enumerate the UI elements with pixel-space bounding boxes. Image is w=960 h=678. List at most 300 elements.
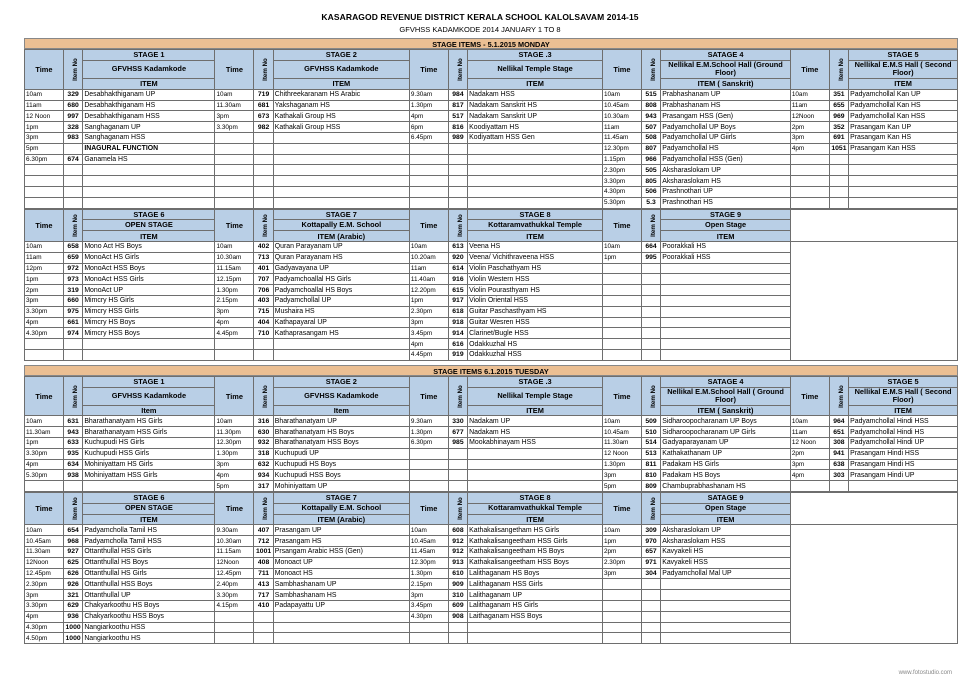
time-cell: 4.45pm [215,328,254,339]
time-cell: 4pm [790,143,829,154]
item-name-cell: Prasangam HS [273,536,409,547]
stage-name: STAGE 9 [661,209,791,220]
stage-name: STAGE 1 [83,376,215,387]
empty-cell [602,601,641,612]
time-cell: 2pm [790,448,829,459]
time-column-header: Time [409,209,448,241]
stage-name: STAGE 1 [83,50,215,61]
empty-cell [254,132,273,143]
table-row [25,448,958,459]
time-cell: 10.20am [409,252,448,263]
item-name-cell: Desabhakthiganam HSS [83,111,215,122]
table-row [25,176,958,187]
item-number-cell: 309 [641,525,660,536]
empty-cell [254,622,273,633]
empty-cell [829,176,848,187]
stage-venue: GFVHSS Kadamkode [273,60,409,78]
empty-cell [83,349,215,360]
item-number-cell: 618 [448,306,467,317]
time-cell: 1.30pm [409,100,448,111]
item-no-label: Item No [837,384,845,408]
item-name-cell: Quran Parayanam UP [273,241,409,252]
item-number-cell: 517 [448,111,467,122]
time-cell: 12.20pm [409,285,448,296]
item-number-cell: 941 [829,448,848,459]
empty-cell [661,306,791,317]
item-number-cell: 402 [254,241,273,252]
time-cell: 3pm [25,590,64,601]
empty-cell [602,285,641,296]
empty-cell [641,633,660,644]
footer-credit: www.fotostudio.com [898,670,952,676]
empty-cell [602,349,641,360]
stage-venue: Nellikal E.M.S Hall ( Second Floor) [849,60,958,78]
stage-venue: Kottapally E.M. School [273,220,409,231]
item-number-cell: 710 [254,328,273,339]
item-no-column-header [63,50,82,90]
time-cell: 2.30pm [25,579,64,590]
item-name-cell: Chambuprabhashanam HS [661,481,791,492]
item-name-cell: Quran Parayanam HS [273,252,409,263]
empty-cell [641,263,660,274]
item-no-label: Item No [649,58,657,81]
empty-cell [83,197,215,208]
stage-venue: GFVHSS Kadamkode [83,60,215,78]
empty-cell [641,579,660,590]
item-number-cell: 919 [448,349,467,360]
time-cell: 10am [602,416,641,427]
item-number-cell: 681 [254,100,273,111]
item-no-column-header [448,376,467,416]
item-number-cell: 916 [448,274,467,285]
item-number-cell: 657 [641,547,660,558]
empty-cell [661,579,791,590]
empty-cell [641,590,660,601]
item-number-cell: 507 [641,122,660,133]
stage-venue: Open Stage [661,503,791,514]
time-cell: 11am [790,427,829,438]
item-number-cell: 816 [448,122,467,133]
item-name-cell: Chakyarkoothu HS Boys [83,601,215,612]
item-no-label: Item No [262,384,270,408]
item-column-header: ITEM [468,78,603,89]
table-row [25,438,958,449]
time-cell: 2.15pm [215,295,254,306]
empty-cell [409,197,448,208]
item-number-cell: 1051 [829,143,848,154]
item-name-cell: Desabhakthiganam UP [83,89,215,100]
item-number-cell: 319 [63,285,82,296]
empty-cell [409,633,448,644]
time-cell: 3.30pm [25,448,64,459]
item-no-column-header [63,376,82,416]
item-column-header: ITEM ( Sanskrit) [661,78,791,89]
time-cell: 12 Noon [25,111,64,122]
time-cell: 1.30pm [602,459,641,470]
empty-cell [25,339,64,350]
item-number-cell: 713 [254,252,273,263]
item-number-cell: 712 [254,536,273,547]
empty-cell [215,143,254,154]
stage-venue: OPEN STAGE [83,220,215,231]
empty-cell [790,186,829,197]
empty-cell [25,165,64,176]
item-column-header: ITEM [661,514,791,525]
item-no-label: Item No [456,213,464,237]
item-number-cell: 661 [63,317,82,328]
empty-cell [849,197,958,208]
item-number-cell: 943 [641,111,660,122]
item-number-cell: 914 [448,328,467,339]
empty-cell [468,154,603,165]
time-cell: 12 Noon [602,448,641,459]
item-number-cell: 413 [254,579,273,590]
item-number-cell: 351 [829,89,848,100]
time-cell: 3.30pm [25,306,64,317]
empty-cell [602,317,641,328]
time-column-header: Time [409,376,448,416]
stage-venue: Nellikal Temple Stage [468,60,603,78]
item-number-cell: 691 [829,132,848,143]
empty-cell [215,176,254,187]
time-cell: 4.15pm [215,601,254,612]
item-no-label: Item No [837,58,845,81]
item-number-cell: 632 [254,459,273,470]
empty-cell [25,176,64,187]
item-name-cell: Monoact HS [273,568,409,579]
item-name-cell: Nadakam UP [468,416,603,427]
time-cell: 3pm [25,295,64,306]
item-column-header: ITEM [83,231,215,242]
item-no-label: Item No [456,384,464,408]
item-name-cell: Padyamcholla Tamil HS [83,525,215,536]
item-number-cell [63,143,82,154]
time-cell: 11.15am [215,263,254,274]
empty-cell [602,339,641,350]
item-no-column-header [254,50,273,90]
item-number-cell: 809 [641,481,660,492]
empty-cell [215,154,254,165]
stage-venue: Kottaramvathukkal Temple [468,220,603,231]
empty-cell [409,165,448,176]
item-number-cell: 913 [448,557,467,568]
item-name-cell: Kathakali Group HS [273,111,409,122]
time-column-header: Time [409,493,448,525]
time-cell: 11.15am [215,547,254,558]
item-name-cell: Mushaira HS [273,306,409,317]
time-cell: 3pm [409,317,448,328]
item-name-cell: Prasangam UP [273,525,409,536]
item-no-column-header [641,209,660,241]
table-row [25,132,958,143]
schedule-subtitle: GFVHSS KADAMKODE 2014 JANUARY 1 TO 8 [399,25,561,34]
empty-cell [409,448,448,459]
empty-cell [273,143,409,154]
empty-cell [254,165,273,176]
item-name-cell: Prasangam HSS (Gen) [661,111,791,122]
item-number-cell: 985 [448,438,467,449]
item-name-cell: Kathakalisangetham HS Girls [468,525,603,536]
stage-name: SATAGE 9 [661,493,791,504]
empty-cell [215,622,254,633]
empty-cell [829,154,848,165]
empty-cell [409,481,448,492]
empty-cell [790,197,829,208]
schedule-table [24,376,958,492]
item-number-cell: 970 [641,536,660,547]
day-title: STAGE ITEMS 6.1.2015 TUESDAY [24,365,958,376]
time-cell: 3.30pm [215,590,254,601]
time-cell: 3pm [215,306,254,317]
item-number-cell: 5.3 [641,197,660,208]
empty-cell [468,481,603,492]
time-cell: 1.30pm [409,427,448,438]
time-cell: 10am [215,416,254,427]
item-number-cell: 918 [448,317,467,328]
item-name-cell: Ottanthullal HS Boys [83,557,215,568]
empty-cell [273,611,409,622]
empty-cell [448,176,467,187]
empty-cell [63,165,82,176]
item-name-cell: Kuchupudi HS Boys [273,459,409,470]
time-column-header: Time [25,493,64,525]
item-number-cell: 969 [829,111,848,122]
empty-cell [661,295,791,306]
time-cell: 9.30am [409,416,448,427]
item-number-cell: 943 [63,427,82,438]
empty-cell [254,154,273,165]
stage-venue: Nellikal E.M.School Hall ( Ground Floor) [661,387,791,405]
time-cell: 11am [602,122,641,133]
time-cell: 2.40pm [215,579,254,590]
empty-cell [602,263,641,274]
time-cell: 10am [25,89,64,100]
item-number-cell: 817 [448,100,467,111]
empty-cell [468,197,603,208]
stage-name: STAGE 5 [849,50,958,61]
item-name-cell: Padyamchollal HSS (Gen) [661,154,791,165]
time-cell: 1.30pm [215,285,254,296]
time-cell: 10am [602,241,641,252]
item-name-cell: Kavyakeli HS [661,547,791,558]
item-name-cell: Nadakam Sanskrit UP [468,111,603,122]
time-cell: 12.45pm [25,568,64,579]
item-name-cell: Prasangam Kan HS [849,132,958,143]
time-cell: 3pm [25,132,64,143]
time-column-header: Time [25,50,64,90]
item-number-cell: 680 [63,100,82,111]
item-number-cell: 658 [63,241,82,252]
item-name-cell: Padyamchollal Hindi HSS [849,416,958,427]
item-number-cell: 711 [254,568,273,579]
time-cell: 11.30am [602,438,641,449]
empty-cell [468,176,603,187]
item-name-cell: Mimcry HSS Girls [83,306,215,317]
empty-cell [829,186,848,197]
item-no-column-header [448,50,467,90]
time-cell: 2.30pm [602,165,641,176]
item-name-cell: Kuchupudi HSS Girls [83,448,215,459]
item-number-cell: 303 [829,470,848,481]
item-column-header: ITEM [83,78,215,89]
item-number-cell: 613 [448,241,467,252]
day-title: STAGE ITEMS - 5.1.2015 MONDAY [24,38,958,49]
time-cell: 11am [25,252,64,263]
item-name-cell: Gadyaparayanam UP [661,438,791,449]
time-cell: 11am [25,100,64,111]
item-number-cell: 673 [254,111,273,122]
item-name-cell: Ganamela HS [83,154,215,165]
empty-cell [641,349,660,360]
time-cell: 11.30am [25,547,64,558]
stage-name: STAGE 6 [83,209,215,220]
empty-cell [602,295,641,306]
item-no-label: Item No [262,497,270,521]
item-number-cell: 321 [63,590,82,601]
item-name-cell: Sambhashanam UP [273,579,409,590]
empty-cell [273,165,409,176]
empty-cell [790,176,829,187]
empty-cell [641,622,660,633]
item-name-cell: Padyamchollal Kan UP [849,89,958,100]
item-name-cell: Yakshaganam HS [273,100,409,111]
table-row [25,459,958,470]
item-column-header: ITEM ( Sanskrit) [661,405,791,416]
item-number-cell: 328 [63,122,82,133]
time-cell: 5pm [25,143,64,154]
empty-cell [409,186,448,197]
table-row [25,143,958,154]
time-cell: 10.45am [602,100,641,111]
empty-cell [829,197,848,208]
item-name-cell: Lalithaganam HS Girls [468,601,603,612]
item-number-cell: 659 [63,252,82,263]
time-cell: 1.30pm [215,448,254,459]
empty-cell [448,633,467,644]
empty-cell [448,154,467,165]
item-number-cell: 506 [641,186,660,197]
item-name-cell: Lalithaganam UP [468,590,603,601]
empty-cell [468,459,603,470]
time-cell: 11.30pm [215,427,254,438]
item-name-cell: Sidharoopocharanam UP Girls [661,427,791,438]
empty-cell [254,611,273,622]
empty-cell [468,448,603,459]
time-cell: 12.30pm [602,143,641,154]
empty-cell [273,622,409,633]
item-name-cell: Bharathanatyam HS Boys [273,427,409,438]
time-cell: 4.45pm [409,349,448,360]
item-name-cell: Nangiarkoothu HSS [83,622,215,633]
item-no-label: Item No [649,384,657,408]
item-name-cell: Ottanthullal HS Girls [83,568,215,579]
stage-venue: Open Stage [661,220,791,231]
empty-stage-cell [790,525,957,644]
empty-cell [273,176,409,187]
item-name-cell: MonoAct HSS Girls [83,274,215,285]
time-cell: 11.45am [409,547,448,558]
item-number-cell: 938 [63,470,82,481]
item-name-cell: Padakam HS Boys [661,470,791,481]
item-name-cell: Padyamchollal Mal UP [661,568,791,579]
item-name-cell: Gadyavayana UP [273,263,409,274]
item-no-column-header [641,376,660,416]
item-name-cell: Sambhashanam HS [273,590,409,601]
empty-cell [448,481,467,492]
stage-name: STAGE 8 [468,209,603,220]
item-no-column-header [254,376,273,416]
empty-cell [448,143,467,154]
item-number-cell: 917 [448,295,467,306]
empty-cell [641,274,660,285]
item-name-cell: Mookabhinayam HSS [468,438,603,449]
item-number-cell: 934 [254,470,273,481]
empty-cell [448,470,467,481]
empty-cell [409,470,448,481]
item-name-cell: Nangiarkoothu HS [83,633,215,644]
empty-cell [849,165,958,176]
item-name-cell: Kathakalisangeetham HSS Boys [468,557,603,568]
time-column-header: Time [25,376,64,416]
item-number-cell: 654 [63,525,82,536]
empty-cell [790,165,829,176]
table-row [25,165,958,176]
item-column-header: ITEM [468,231,603,242]
table-row [25,111,958,122]
empty-cell [661,622,791,633]
empty-cell [25,349,64,360]
item-name-cell: Kathakali Group HSS [273,122,409,133]
item-number-cell: 330 [448,416,467,427]
time-column-header: Time [25,209,64,241]
time-cell: 3.30pm [215,122,254,133]
item-name-cell: Violin Paschathyam HS [468,263,603,274]
item-name-cell: Veena/ Vichithraveena HSS [468,252,603,263]
item-name-cell: Prasangam Hindi UP [849,470,958,481]
item-name-cell: Mimcry HS Boys [83,317,215,328]
empty-cell [641,285,660,296]
time-cell: 6.30pm [25,154,64,165]
time-cell: 1.30pm [409,568,448,579]
empty-cell [215,197,254,208]
item-name-cell: Guitar Paschasthyam HS [468,306,603,317]
item-column-header: ITEM [468,514,603,525]
empty-cell [468,470,603,481]
time-cell: 10am [215,241,254,252]
empty-cell [273,197,409,208]
item-name-cell: Mimcry HS Girls [83,295,215,306]
item-number-cell: 317 [254,481,273,492]
item-column-header: ITEM [661,231,791,242]
item-name-cell: Mohiniyattam HSS Girls [83,470,215,481]
time-cell: 10.30am [215,252,254,263]
item-number-cell: 651 [829,427,848,438]
empty-cell [215,132,254,143]
empty-cell [63,481,82,492]
item-number-cell: 1000 [63,622,82,633]
item-column-header: Item [83,405,215,416]
time-cell: 12pm [25,263,64,274]
item-no-label: Item No [649,497,657,521]
table-row [25,481,958,492]
item-name-cell: Kavyakeli HSS [661,557,791,568]
item-name-cell: Padyamchollal Kan HSS [849,111,958,122]
item-number-cell: 972 [63,263,82,274]
table-row [25,154,958,165]
item-name-cell: Bharathanatyam HSS Girls [83,427,215,438]
time-cell: 10.30am [215,536,254,547]
time-cell: 4pm [25,459,64,470]
